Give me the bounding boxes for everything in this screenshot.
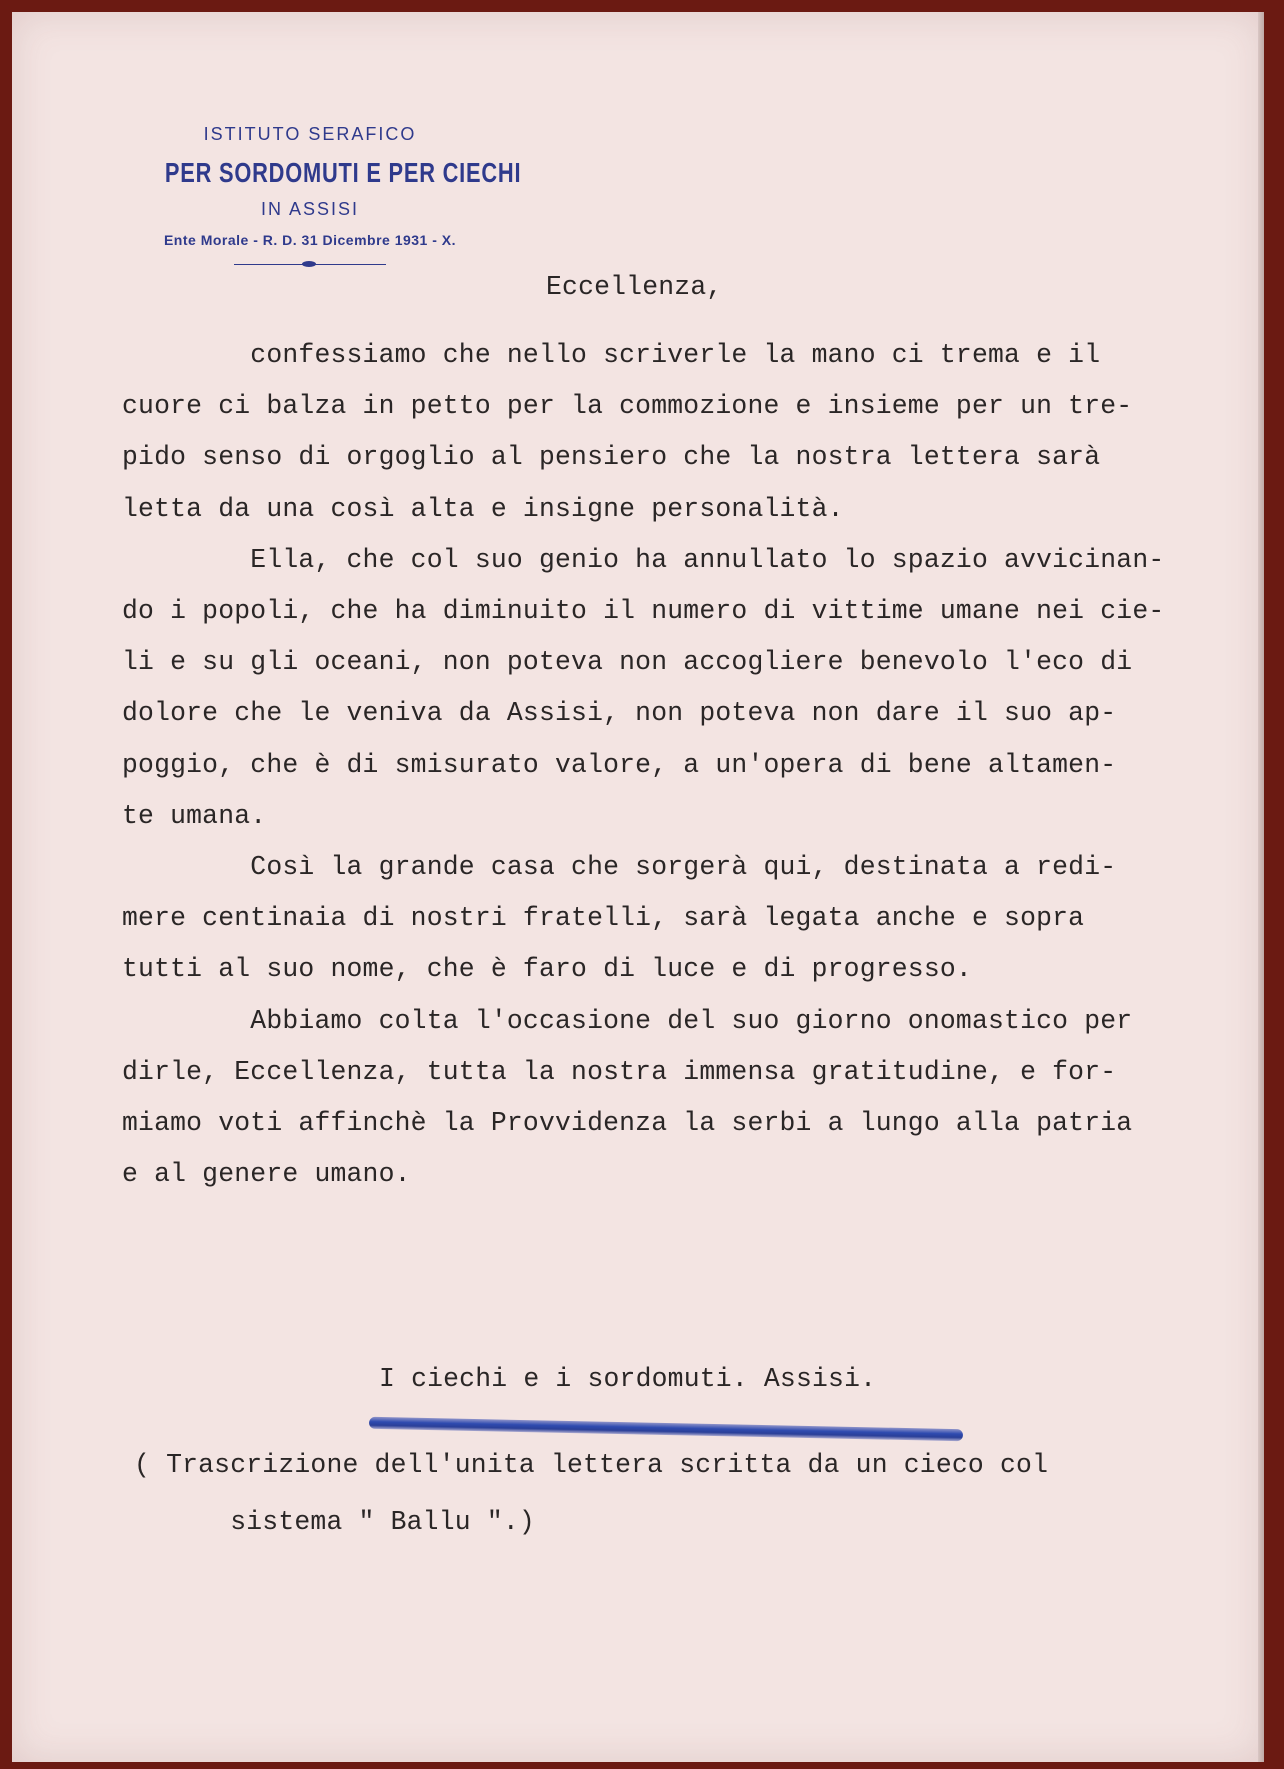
body-line: miamo voti affinchè la Provvidenza la serbi a lungo alla patria	[122, 1108, 1133, 1138]
note-line: sistema " Ballu ".)	[134, 1507, 535, 1537]
ink-underline-stroke	[369, 1417, 963, 1441]
letterhead-ornament-icon	[234, 260, 386, 270]
note-line: ( Trascrizione dell'unita lettera scritta da un cieco col	[134, 1450, 1049, 1480]
body-line: Abbiamo colta l'occasione del suo giorno onomastico per	[122, 1005, 1133, 1036]
page-edge	[1258, 12, 1264, 1762]
body-line: pido senso di orgoglio al pensiero che la nostra lettera sarà	[122, 442, 1101, 473]
body-line: letta da una così alta e insigne personalità.	[122, 493, 844, 524]
letterhead-title: PER SORDOMUTI E PER CIECHI	[164, 157, 522, 188]
letterhead	[124, 124, 522, 270]
body-line: Ella, che col suo genio ha annullato lo spazio avvicinan-	[122, 544, 1165, 575]
letter-page	[12, 12, 1264, 1762]
body-line: te umana.	[122, 800, 267, 831]
salutation: Eccellenza,	[546, 272, 723, 302]
body-line: li e su gli oceani, non poteva non accogliere benevolo l'eco di	[122, 647, 1133, 678]
body-line: do i popoli, che ha diminuito il numero di vittime umane nei cie-	[122, 596, 1165, 626]
signature: I ciechi e i sordomuti. Assisi.	[379, 1364, 877, 1394]
body-line: mere centinaia di nostri fratelli, sarà legata anche e sopra	[122, 903, 1085, 934]
body-line: e al genere umano.	[122, 1159, 411, 1190]
letterhead-institute: ISTITUTO SERAFICO	[203, 124, 417, 144]
letterhead-legal-status: Ente Morale - R. D. 31 Dicembre 1931 - X.	[163, 232, 457, 248]
body-line: tutti al suo nome, che è faro di luce e di progresso.	[122, 954, 972, 985]
letterhead-location: IN ASSISI	[260, 199, 360, 219]
body-line: cuore ci balza in petto per la commozione e insieme per un tre-	[122, 391, 1133, 422]
body-line: Così la grande casa che sorgerà qui, destinata a redi-	[122, 852, 1117, 882]
body-line: confessiamo che nello scriverle la mano ci trema e il	[122, 340, 1101, 370]
body-line: dolore che le veniva da Assisi, non poteva non dare il suo ap-	[122, 698, 1117, 729]
body-line: poggio, che è di smisurato valore, a un'opera di bene altamen-	[122, 749, 1117, 780]
body-line: dirle, Eccellenza, tutta la nostra immensa gratitudine, e for-	[122, 1056, 1117, 1087]
